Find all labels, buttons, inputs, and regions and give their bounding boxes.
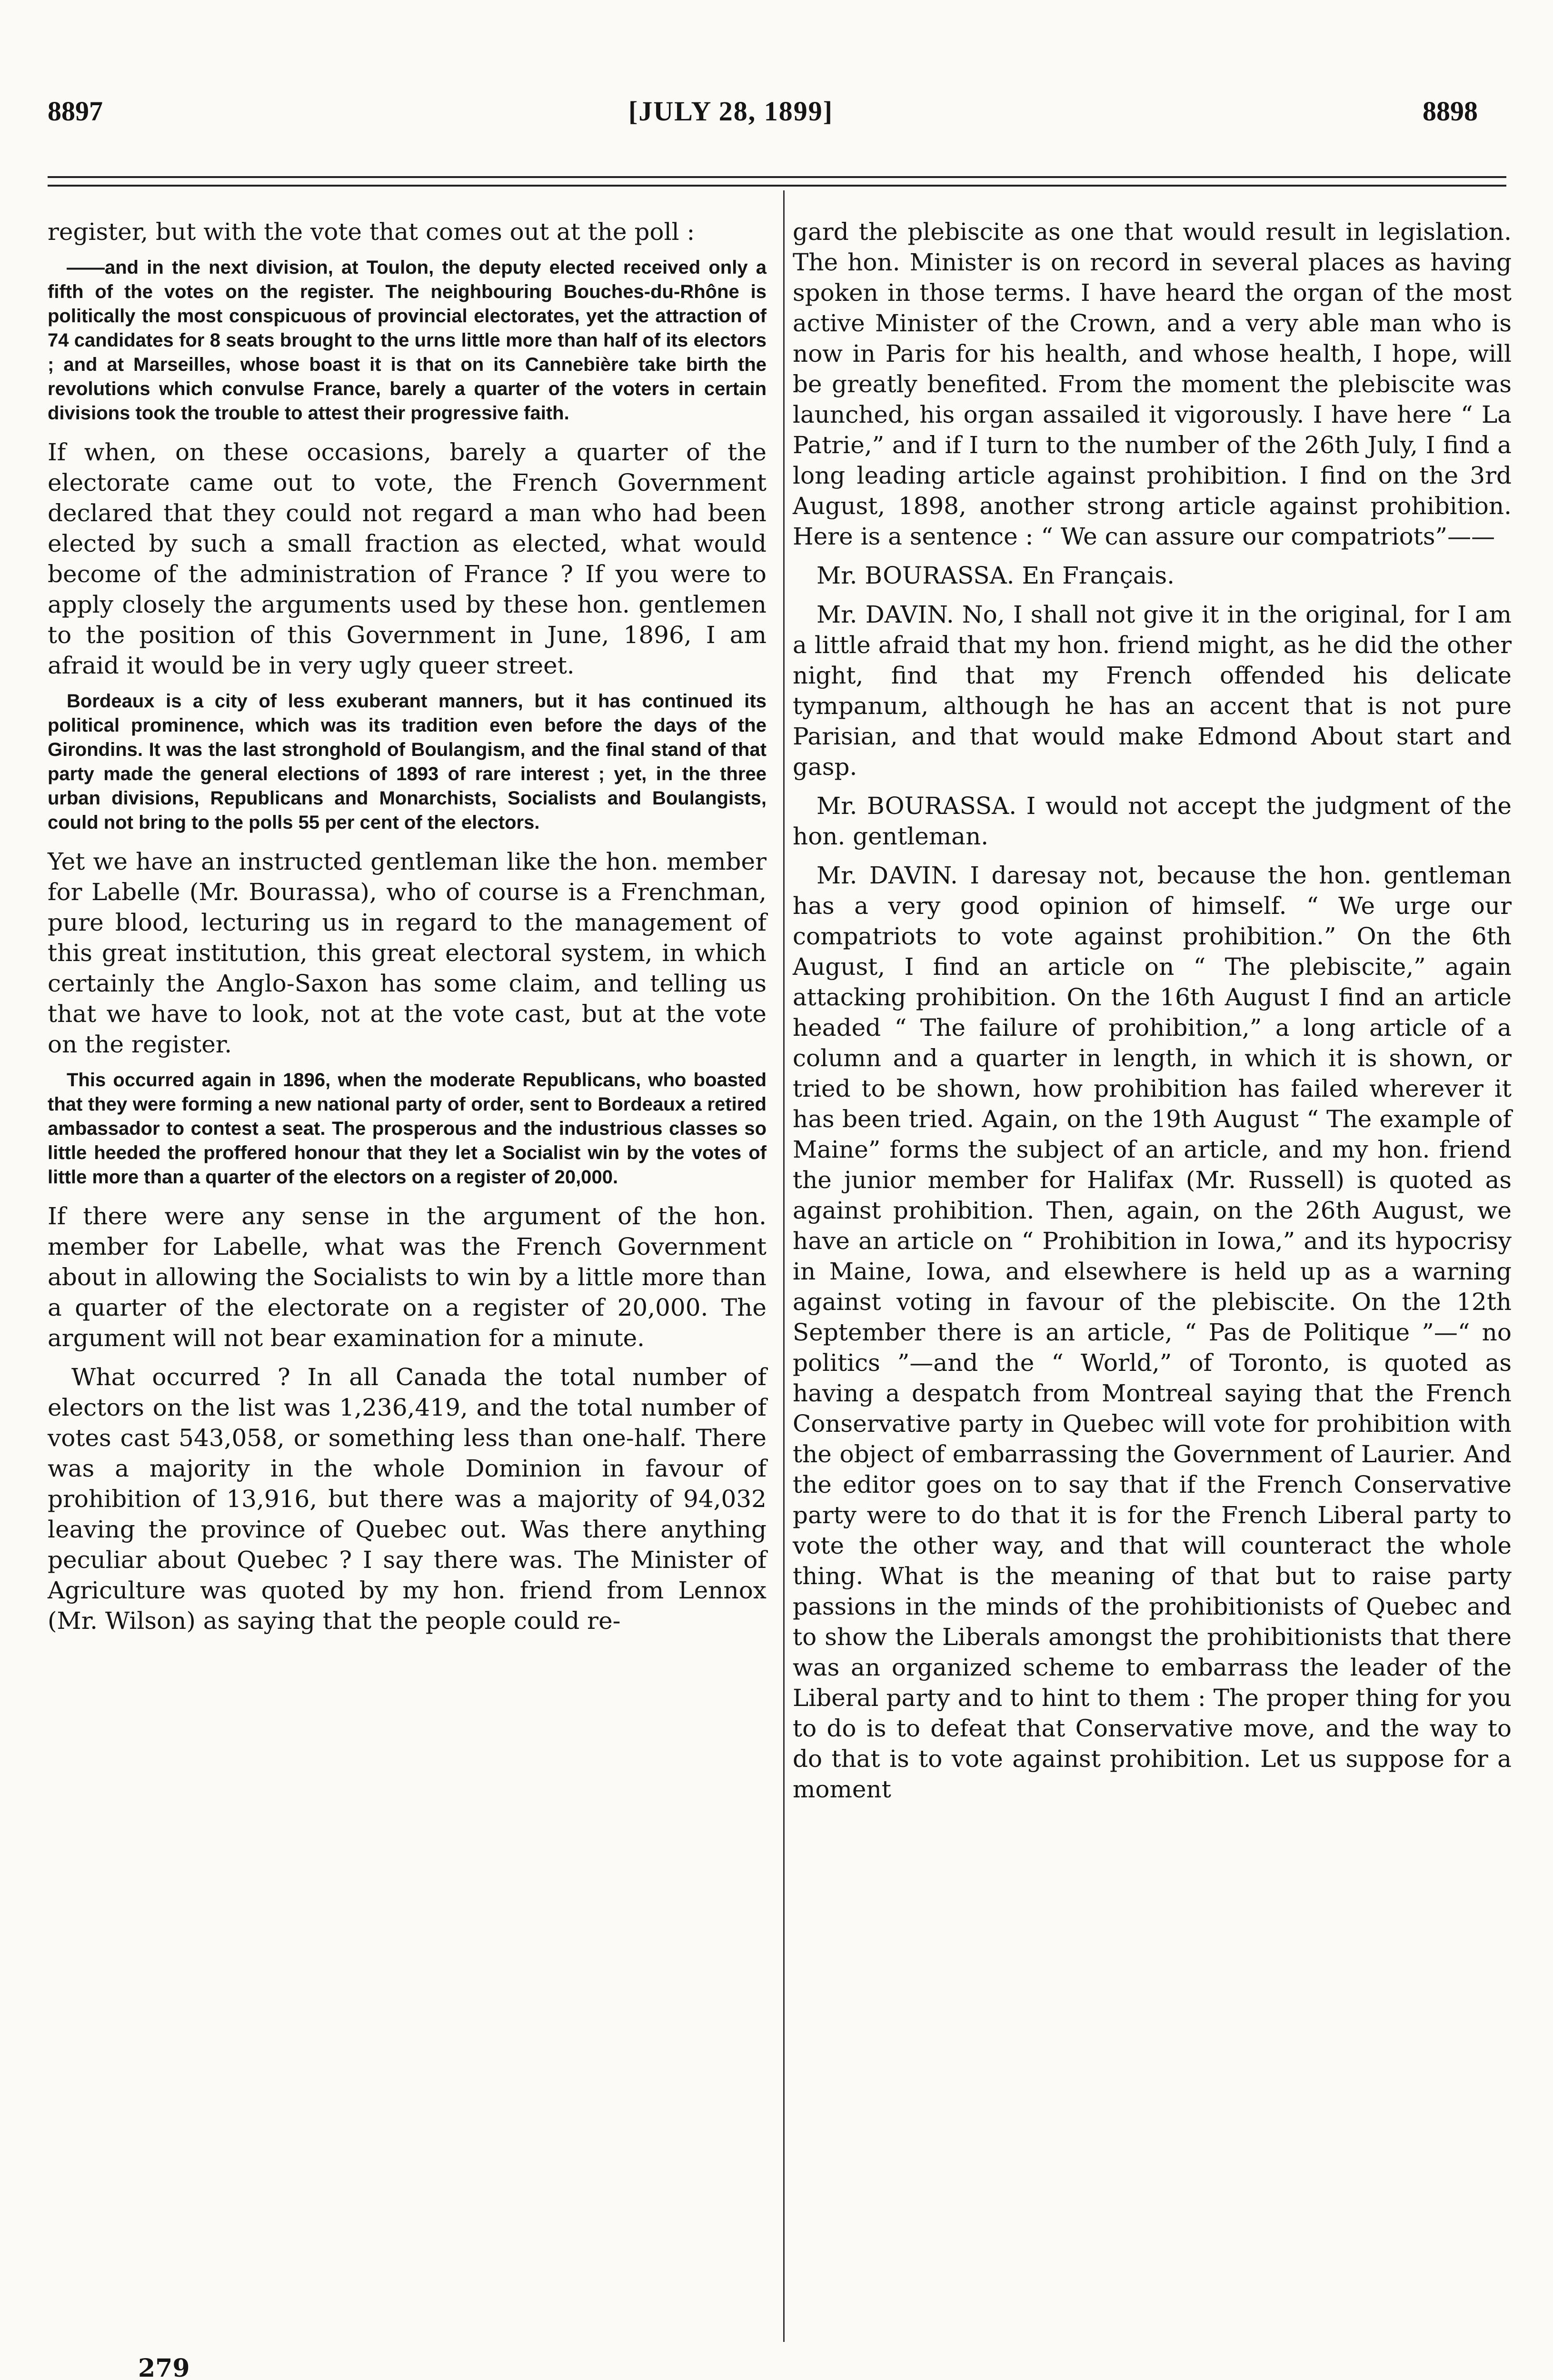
paragraph: Mr. BOURASSA. I would not accept the judgment of the hon. gentleman. [793,792,1512,850]
left-column [48,217,767,1645]
quoted-passage: This occurred again in 1896, when the moderate Republicans, who boasted that they were forming a new national party of order, sent to Bordeaux a retired ambassador to contest a seat. The prosperous and the industrious classes so little heeded the proffered honour that they let a Socialist win by the votes of little more than a quarter of the electors on a register of 20,000. [48,1070,767,1188]
footer-page-number: 279 [138,2354,190,2380]
page-header [0,95,1553,133]
paragraph: If there were any sense in the argument of the hon. member for Labelle, what was the French Government about in allowing the Socialists to win by a little more than a quarter of the electorate on a register of 20,000. The argument will not bear examination for a minute. [48,1202,767,1352]
paragraph: Mr. DAVIN. No, I shall not give it in the original, for I am a little afraid that my hon. friend might, as he did the other night, find that my French offended his delicate tympanum, although he has an accent that is not pure Parisian, and that would make Edmond About start and gasp. [793,601,1512,781]
paragraph: gard the plebiscite as one that would result in legislation. The hon. Minister is on record in several places as having spoken in those terms. I have heard the organ of the most active Minister of the Crown, and a very able man who is now in Paris for his health, and whose health, I hope, will be greatly benefited. From the moment the plebiscite was launched, his organ assailed it vigorously. I have here “ La Patrie,” and if I turn to the number of the 26th July, I find a long leading article against prohibition. I find on the 3rd August, 1898, another strong article against prohibition. Here is a sentence : “ We can assure our compatriots”—— [793,218,1512,550]
paragraph: What occurred ? In all Canada the total number of electors on the list was 1,236,419, and the total number of votes cast 543,058, or something less than one-half. There was a majority in the whole Dominion in favour of prohibition of 13,916, but there was a majority of 94,032 leaving the province of Quebec out. Was there anything peculiar about Quebec ? I say there was. The Minister of Agriculture was quoted by my hon. friend from Lennox (Mr. Wilson) as saying that the people could re- [48,1363,767,1635]
paragraph: If when, on these occasions, barely a quarter of the electorate came out to vote, the French Government declared that they could not regard a man who had been elected by such a small fraction as elected, what would become of the administration of France ? If you were to apply closely the arguments used by these hon. gentlemen to the position of this Government in June, 1896, I am afraid it would be in very ugly queer street. [48,438,767,679]
right-column [793,217,1512,1813]
paragraph: Mr. DAVIN. I daresay not, because the hon. gentleman has a very good opinion of himself. “ We urge our compatriots to vote against prohibition.” On the 6th August, I find an article on “ The plebiscite,” again attacking prohibition. On the 16th August I find an article headed “ The failure of prohibition,” a long article of a column and a quarter in length, in which it is shown, or tried to be shown, how prohibition has failed wherever it has been tried. Again, on the 19th August “ The example of Maine” forms the subject of an article, and my hon. friend the junior member for Halifax (Mr. Russell) is quoted as against prohibition. Then, again, on the 26th August, we have an article on “ Prohibition in Iowa,” and its hypocrisy in Maine, Iowa, and elsewhere is held up as a warning against voting in favour of the plebiscite. On the 12th September there is an article, “ Pas de Politique ”—“ no politics ”—and the “ World,” of Toronto, is quoted as having a despatch from Montreal saying that the French Conservative party in Quebec will vote for prohibition with the object of embarrassing the Government of Laurier. And the editor goes on to say that if the French Conservative party were to do that it is for the French Liberal party to vote the other way, and that will counteract the whole thing. What is the meaning of that but to raise party passions in the minds of the prohibitionists of Quebec and to show the Liberals amongst the prohibitionists that there was an organized scheme to embarrass the leader of the Liberal party and to hint to them : The proper thing for you to do is to defeat that Conservative move, and the way to do that is to vote against prohibition. Let us suppose for a moment [793,862,1512,1803]
paragraph: register, but with the vote that comes out at the poll : [48,218,695,246]
page-date: [JULY 28, 1899] [628,96,834,127]
quoted-passage: ——and in the next division, at Toulon, the deputy elected received only a fifth of the votes on the register. The neighbouring Bouches-du-Rhône is politically the most conspicuous of provincial electorates, yet the attraction of 74 candidates for 8 seats brought to the urns little more than half of its electors ; and at Marseilles, whose boast it is that on its Cannebière take birth the revolutions which convulse France, barely a quarter of the voters in certain divisions took the trouble to attest their progressive faith. [48,257,767,424]
page-number-left: 8897 [48,96,103,127]
column-divider [783,190,785,2342]
quoted-passage: Bordeaux is a city of less exuberant manners, but it has continued its political prominence, which was its tradition even before the days of the Girondins. It was the last stronghold of Boulangism, and the final stand of that party made the general elections of 1893 of rare interest ; yet, in the three urban divisions, Republicans and Monarchists, Socialists and Boulangists, could not bring to the polls 55 per cent of the electors. [48,691,767,833]
paragraph: Mr. BOURASSA. En Français. [816,562,1175,589]
header-rule-top [48,176,1506,178]
page-number-right: 8898 [1423,96,1478,127]
header-rule-bottom [48,185,1506,187]
paragraph: Yet we have an instructed gentleman like the hon. member for Labelle (Mr. Bourassa), who of course is a Frenchman, pure blood, lecturing us in regard to the management of this great institution, this great electoral system, in which certainly the Anglo-Saxon has some claim, and telling us that we have to look, not at the vote cast, but at the vote on the register. [48,848,767,1058]
